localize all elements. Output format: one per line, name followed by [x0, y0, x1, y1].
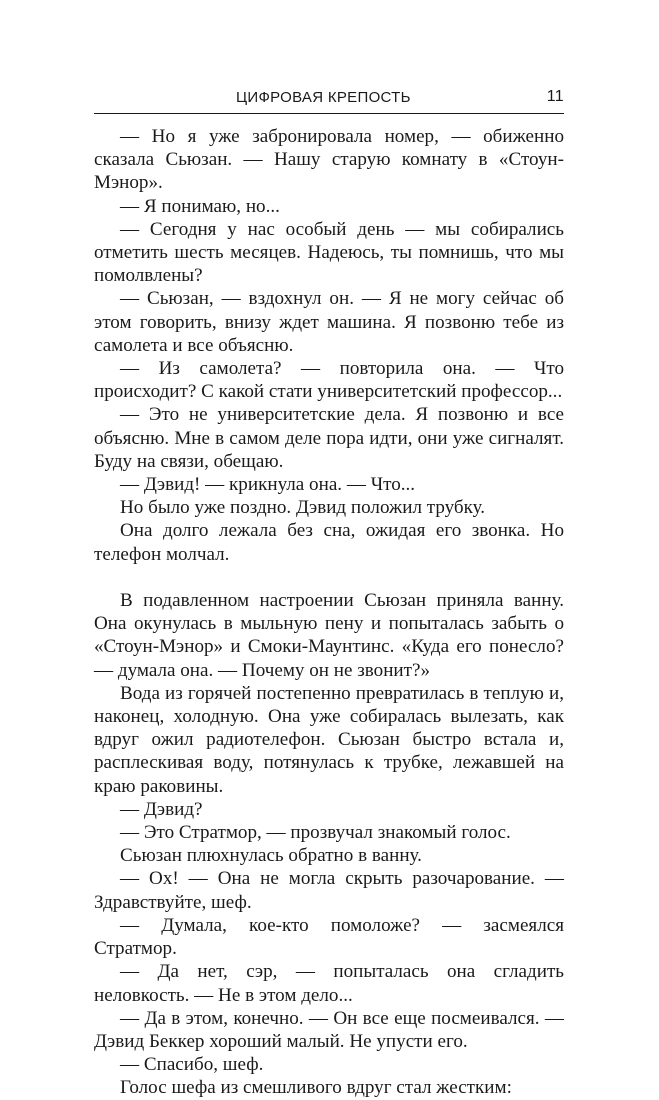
paragraph: — Я понимаю, но... [120, 195, 280, 217]
paragraph: — Да нет, сэр, — попыталась она сгладить неловкость. — Не в этом дело... [94, 961, 564, 1006]
paragraph: Голос шефа из смешливого вдруг стал жестким: [120, 1077, 512, 1099]
paragraph: — Да в этом, конечно. — Он все еще посмеивался. — Дэвид Беккер хороший малый. Не упусти его. [94, 1007, 564, 1052]
paragraph: — Сьюзан, — вздохнул он. — Я не могу сейчас об этом говорить, внизу ждет машина. Я позвоню тебе из самолета и все объясню. [94, 288, 564, 356]
paragraph: — Дэвид? [120, 798, 203, 820]
paragraph: — Но я уже забронировала номер, — обиженно сказала Сьюзан. — Нашу старую комнату в «Стоун-Мэнор». [94, 126, 564, 194]
paragraph: Сьюзан плюхнулась обратно в ванну. [120, 845, 422, 867]
paragraph: — Спасибо, шеф. [120, 1054, 264, 1076]
book-title: ЦИФРОВАЯ КРЕПОСТЬ [236, 89, 411, 106]
paragraph: — Это не университетские дела. Я позвоню и все объясню. Мне в самом деле пора идти, они уже сигналят. Буду на связи, обещаю. [94, 404, 564, 472]
header-rule [94, 113, 564, 114]
paragraph: — Думала, кое-кто помоложе? — засмеялся Стратмор. [94, 914, 564, 960]
paragraph: В подавленном настроении Сьюзан приняла ванну. Она окунулась в мыльную пену и попыталась забыть о «Стоун-Мэнор» и Смоки-Маунтинс. «Куда его понесло? — думала она. — Почему он не звонит?» [94, 590, 564, 681]
paragraph: Она долго лежала без сна, ожидая его звонка. Но телефон молчал. [94, 520, 564, 565]
paragraph: — Дэвид! — крикнула она. — Что... [120, 474, 416, 496]
paragraph: — Сегодня у нас особый день — мы собирались отметить шесть месяцев. Надеюсь, ты помнишь, что мы помолвлены? [94, 218, 564, 287]
paragraph: — Это Стратмор, — прозвучал знакомый голос. [120, 822, 511, 844]
paragraph: — Ох! — Она не могла скрыть разочарование. — Здравствуйте, шеф. [94, 868, 564, 913]
paragraph: Вода из горячей постепенно превратилась в теплую и, наконец, холодную. Она уже собиралась вылезать, как вдруг ожил радиотелефон. Сьюзан быстро встала и, расплескивая воду, потянулась к трубке, лежавшей на краю раковины. [94, 682, 564, 797]
page-number: 11 [546, 88, 564, 105]
paragraph: Но было уже поздно. Дэвид положил трубку. [120, 497, 486, 519]
paragraph: — Из самолета? — повторила она. — Что происходит? С какой стати университетский профессор... [94, 358, 564, 403]
body-text [94, 125, 564, 1100]
running-header [94, 88, 564, 110]
